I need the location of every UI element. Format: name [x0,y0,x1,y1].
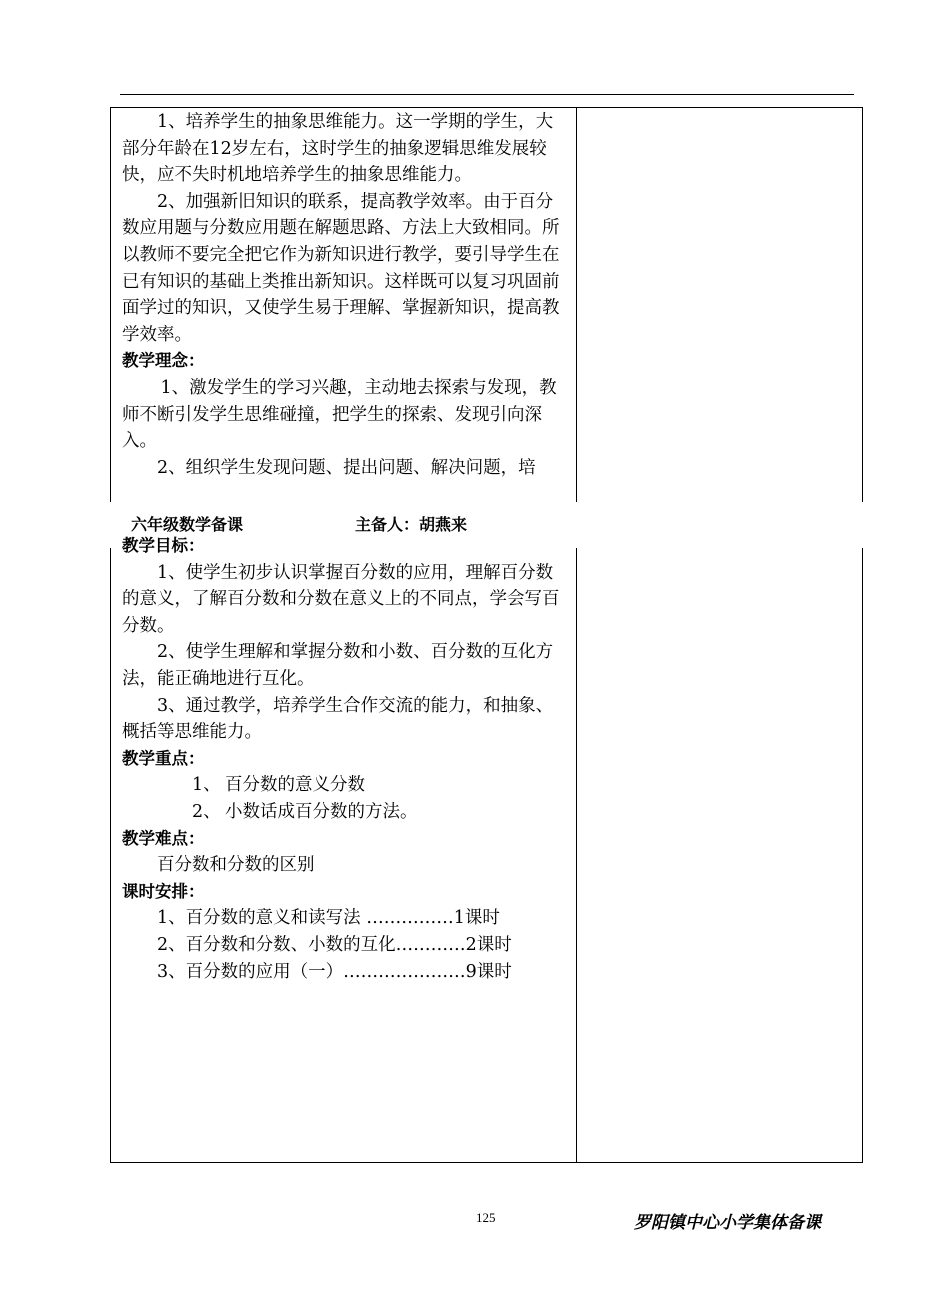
key-point-2-number: 2、 [192,801,221,822]
difficulty-item: 百分数和分数的区别 [157,855,315,876]
heading-key-points: 教学重点： [122,748,205,768]
paragraph-knowledge-link: 2、加强新旧知识的联系，提高教学效率。由于百分数应用题与分数应用题在解题思路、方法上大致相同。所以教师不要完全把它作为新知识进行教学，要引导学生在已有知识的基础上类推出新知识。这样既可以复习巩固前面学过的知识，又使学生易于理解、掌握新知识，提高教学效率。 [122,191,560,345]
lower-page-fragment [110,536,580,988]
paragraph-abstract-thinking: 1、培养学生的抽象思维能力。这一学期的学生，大部分年龄在12岁左右，这时学生的抽象逻辑思维发展较快，应不失时机地培养学生的抽象思维能力。 [122,112,554,186]
key-point-1-text: 百分数的意义分数 [225,775,365,796]
heading-teaching-goals: 教学目标： [122,536,205,555]
key-point-1 [122,772,570,799]
goal-item-3: 3、通过教学，培养学生合作交流的能力，和抽象、概括等思维能力。 [122,695,554,743]
heading-schedule: 课时安排： [122,881,205,901]
footer-school-brand: 罗阳镇中心小学集体备课 [634,1213,821,1233]
schedule-item-3: 3、百分数的应用（一）…………………9课时 [157,961,512,982]
upper-cell-content [122,109,570,481]
schedule-item-1: 1、百分数的意义和读写法 ……………1课时 [157,908,500,929]
page-number: 125 [476,1210,496,1225]
goal-item-2: 2、使学生理解和掌握分数和小数、百分数的互化方法，能正确地进行互化。 [122,642,554,689]
schedule-item-2: 2、百分数和分数、小数的互化…………2课时 [157,934,512,955]
header-rule [120,94,854,95]
heading-teaching-concept: 教学理念： [122,351,205,371]
goal-item-1: 1、使学生初步认识掌握百分数的应用，理解百分数的意义，了解百分数和分数在意义上的不同点，学会写百分数。 [122,562,560,636]
lower-cell-content [122,533,570,985]
paragraph-interest: 1、激发学生的学习兴趣，主动地去探索与发现，教师不断引发学生思维碰撞，把学生的探索、发现引向深入。 [122,377,557,452]
heading-difficulties: 教学难点： [122,828,205,848]
header-course-title: 六年级数学备课 [131,515,244,534]
header-preparer: 主备人：胡燕来 [355,515,468,534]
key-point-2 [122,799,570,826]
key-point-2-text: 小数话成百分数的方法。 [225,801,418,822]
key-point-1-number: 1、 [192,775,221,796]
upper-page-fragment [110,107,580,502]
paragraph-problems: 2、组织学生发现问题、提出问题、解决问题，培 [157,457,536,478]
